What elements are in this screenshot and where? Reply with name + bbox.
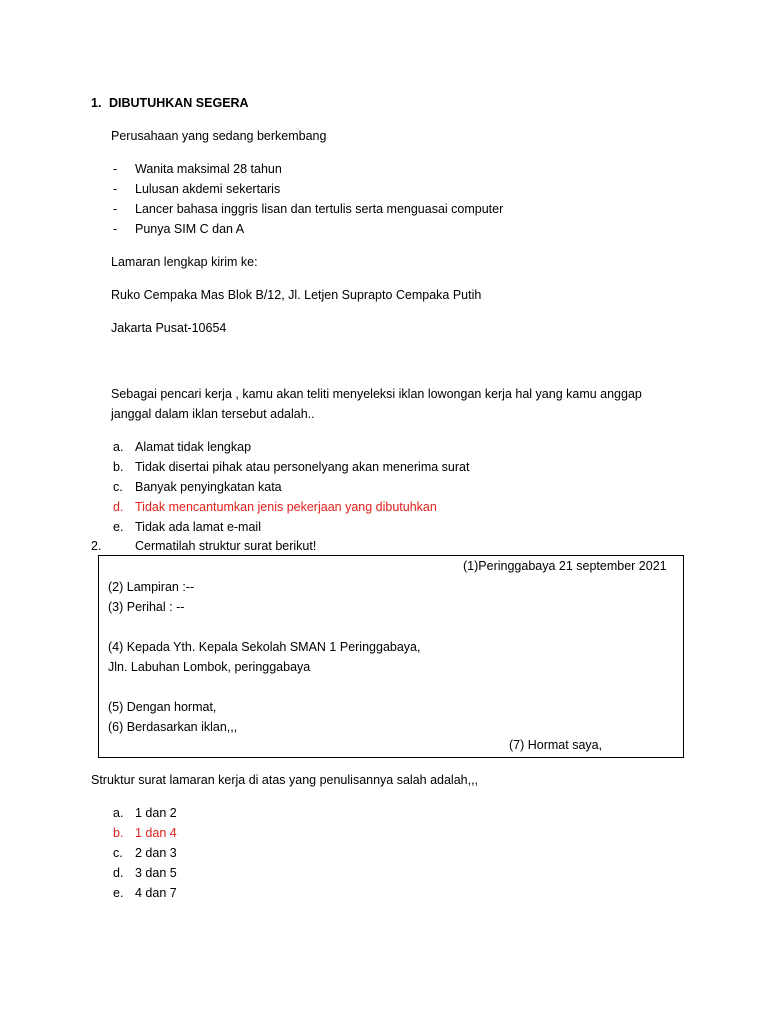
q1-question: Sebagai pencari kerja , kamu akan teliti menyeleksi iklan lowongan kerja hal yang kamu anggap [111,387,642,401]
letter-perihal: (3) Perihal : -- [108,600,185,614]
requirement-text: Punya SIM C dan A [135,222,245,236]
option-text: Tidak ada lamat e-mail [135,520,261,534]
option-letter: e. [113,886,124,900]
letter-box [98,555,684,758]
letter-recipient: (4) Kepada Yth. Kepala Sekolah SMAN 1 Peringgabaya, [108,640,421,654]
option-letter: c. [113,846,123,860]
letter-greeting: (5) Dengan hormat, [108,700,217,714]
q2-prompt: Cermatilah struktur surat berikut! [135,539,317,553]
q2-question: Struktur surat lamaran kerja di atas yang penulisannya salah adalah,,, [91,773,479,787]
option-text: 3 dan 5 [135,866,177,880]
requirement-text: Lulusan akdemi sekertaris [135,182,281,196]
bullet-dash: - [113,162,118,176]
option-text: 1 dan 4 [135,826,177,840]
q1-question-cont: janggal dalam iklan tersebut adalah.. [111,407,315,421]
bullet-dash: - [113,182,118,196]
address-city: Jakarta Pusat-10654 [111,321,227,335]
option-text: 1 dan 2 [135,806,177,820]
bullet-dash: - [113,202,118,216]
q2-number: 2. [91,539,102,553]
letter-date: (1)Peringgabaya 21 september 2021 [463,559,667,573]
letter-body: (6) Berdasarkan iklan,,, [108,720,238,734]
bullet-dash: - [113,222,118,236]
option-text: Tidak disertai pihak atau personelyang akan menerima surat [135,460,470,474]
letter-address: Jln. Labuhan Lombok, peringgabaya [108,660,311,674]
option-letter: c. [113,480,123,494]
option-text: Alamat tidak lengkap [135,440,252,454]
send-to-label: Lamaran lengkap kirim ke: [111,255,258,269]
q1-number: 1. [91,96,102,110]
option-letter: a. [113,440,124,454]
requirement-text: Lancer bahasa inggris lisan dan tertulis serta menguasai computer [135,202,504,216]
requirement-text: Wanita maksimal 28 tahun [135,162,282,176]
q1-heading: DIBUTUHKAN SEGERA [109,96,249,110]
option-text: Tidak mencantumkan jenis pekerjaan yang dibutuhkan [135,500,437,514]
option-text: 2 dan 3 [135,846,177,860]
option-letter: a. [113,806,124,820]
option-text: Banyak penyingkatan kata [135,480,282,494]
letter-lampiran: (2) Lampiran :-- [108,580,195,594]
letter-closing: (7) Hormat saya, [509,738,603,752]
option-letter: d. [113,500,124,514]
address-line: Ruko Cempaka Mas Blok B/12, Jl. Letjen Suprapto Cempaka Putih [111,288,482,302]
option-text: 4 dan 7 [135,886,177,900]
option-letter: e. [113,520,124,534]
option-letter: b. [113,460,124,474]
option-letter: b. [113,826,124,840]
q1-intro: Perusahaan yang sedang berkembang [111,129,327,143]
option-letter: d. [113,866,124,880]
